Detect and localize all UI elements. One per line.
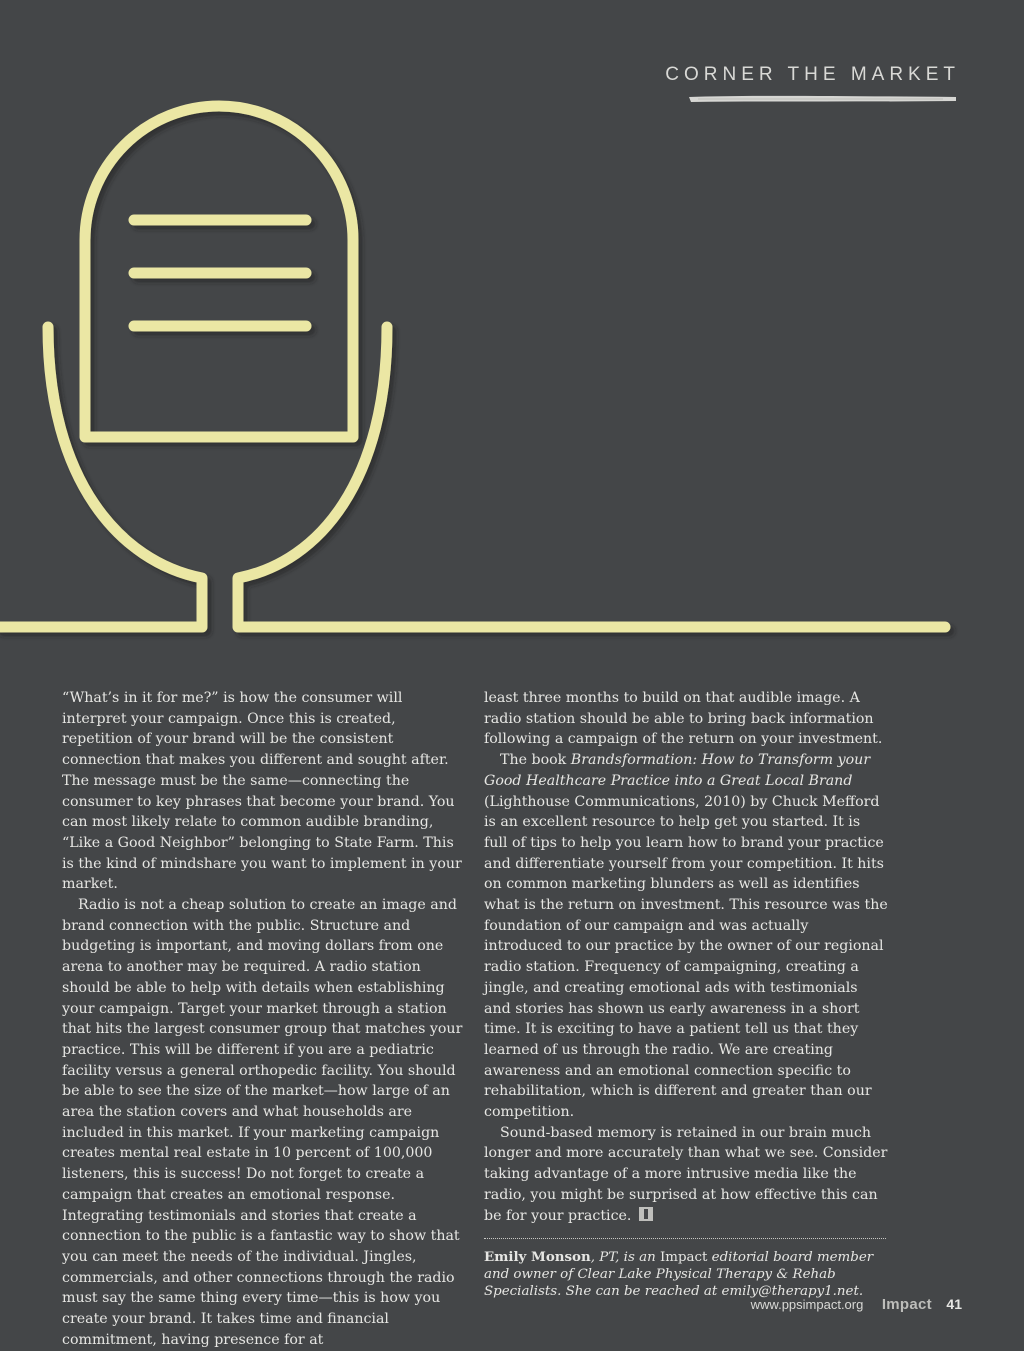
mic-stand bbox=[0, 327, 945, 627]
paragraph: Radio is not a cheap solution to create an image and brand connection with the public. Structure and budgeting is important, and moving dollars from one arena to another may be required. A radio station should be able to help with details when establishing your campaign. Target your market through a station that hits the largest consumer group that matches your practice. This will be different if you are a pediatric facility versus a general orthopedic facility. You should be able to see the size of the market—how large of an area the station covers and what households are included in this market. If your marketing campaign creates mental real estate in 10 percent of 100,000 listeners, this is success! Do not forget to create a campaign that creates an emotional response. Integrating testimonials and stories that create a connection to the public is a fantastic way to show that you can meet the needs of the individual. Jingles, commercials, and other connections through the radio must say the same thing every time—this is how you create your brand. It takes time and financial commitment, having presence for at bbox=[62, 897, 463, 1348]
bio-divider bbox=[484, 1238, 886, 1239]
microphone-icon bbox=[0, 100, 1024, 660]
author-name: Emily Monson bbox=[484, 1249, 591, 1266]
paragraph bbox=[484, 1123, 888, 1227]
section-title: CORNER THE MARKET bbox=[665, 64, 960, 85]
bio-text: editorial board member and owner of Clear Lake Physical Therapy & Rehab Specialists. She can be reached at emily@therapy1.net. bbox=[484, 1250, 874, 1300]
paragraph-lead: The book bbox=[500, 752, 571, 769]
book-title: Brandsformation: How to Transform your Good Healthcare Practice into a Great Local Brand bbox=[484, 752, 871, 789]
publication-name: Impact bbox=[659, 1250, 708, 1266]
footer-brand-logo: Impact bbox=[881, 1296, 932, 1313]
page-number: 41 bbox=[946, 1296, 962, 1312]
impact-end-mark-icon bbox=[639, 1207, 653, 1221]
paragraph bbox=[484, 750, 888, 1123]
paragraph-text: (Lighthouse Communications, 2010) by Chuck Mefford is an excellent resource to help get you started. It is full of tips to help you learn how to brand your practice and differentiate yourself from your competition. It hits on common marketing blunders as well as identifies what is the return on investment. This resource was the foundation of our campaign and was actually introduced to our practice by the owner of our regional radio station. Frequency of campaigning, creating a jingle, and creating emotional ads with testimonials and stories has shown us early awareness in a short time. It is exciting to have a patient tell us that they learned of us through the radio. We are creating awareness and an emotional connection specific to rehabilitation, which is different and greater than our competition. bbox=[484, 793, 888, 1121]
page-footer bbox=[751, 1296, 962, 1314]
paragraph: “What’s in it for me?” is how the consumer will interpret your campaign. Once this is created, repetition of your brand will be the consistent connection that makes you different and sought after. The message must be the same—connecting the consumer to key phrases that become your brand. You can most likely relate to common audible branding, “Like a Good Neighbor” belonging to State Farm. This is the kind of mindshare you want to implement in your market. bbox=[62, 690, 462, 893]
author-bio bbox=[484, 1249, 888, 1300]
paragraph: least three months to build on that audible image. A radio station should be able to bring back information following a campaign of the return on your investment. bbox=[484, 690, 883, 748]
paragraph-text: Sound-based memory is retained in our brain much longer and more accurately than what we see. Consider taking advantage of a more intrusive media like the radio, you might be surprised at how effective this can be for your practice. bbox=[484, 1124, 888, 1224]
article-column-right bbox=[484, 688, 888, 1300]
bio-text: , PT, is an bbox=[590, 1250, 660, 1266]
article-column-left bbox=[62, 688, 466, 1351]
footer-url: www.ppsimpact.org bbox=[750, 1297, 864, 1312]
